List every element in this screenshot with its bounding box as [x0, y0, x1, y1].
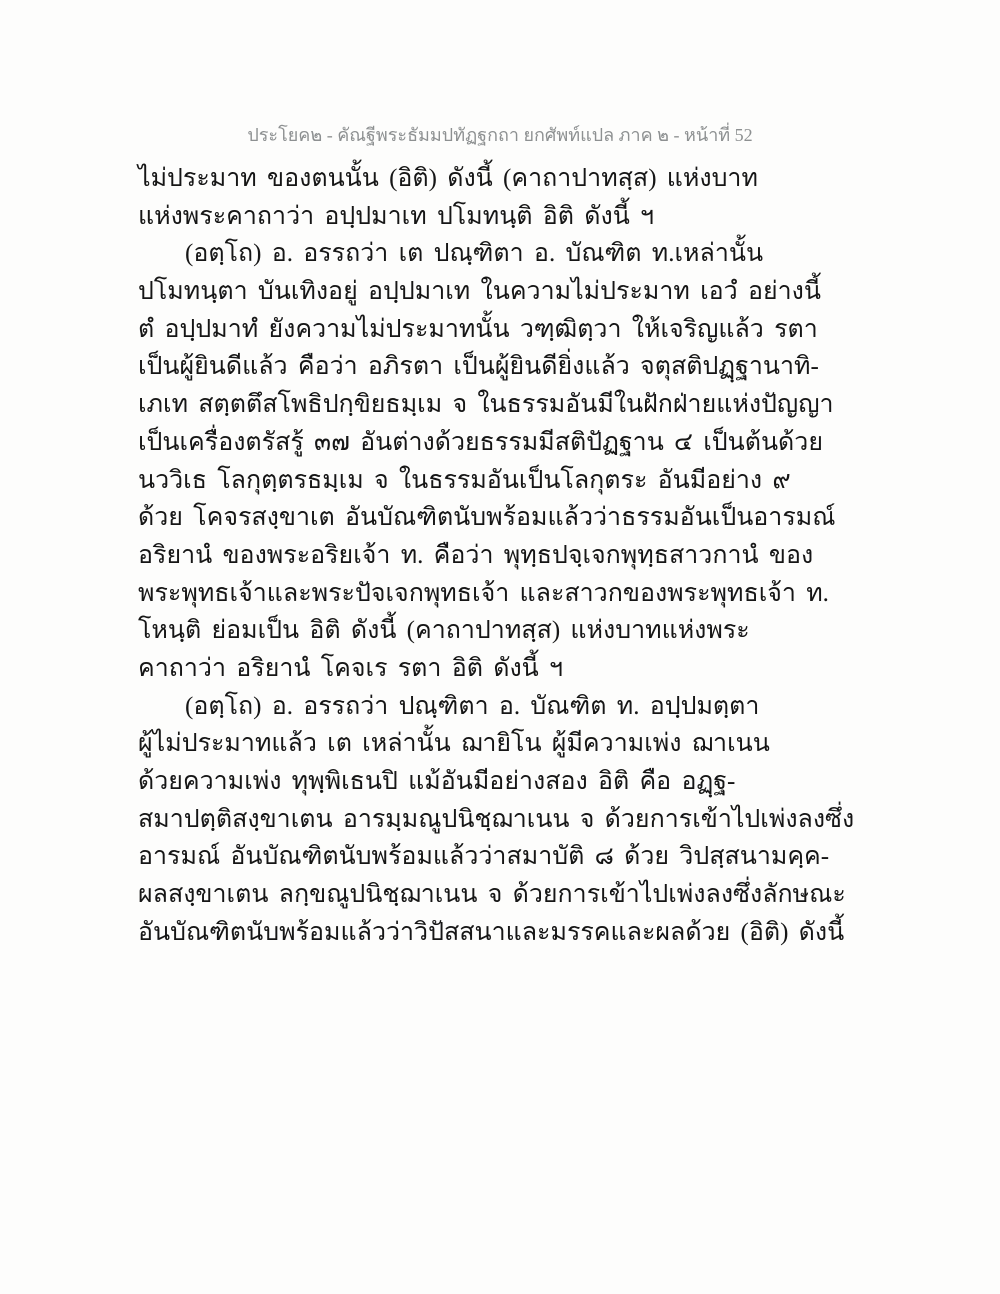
text-line: เป็นผู้ยินดีแล้ว คือว่า อภิรตา เป็นผู้ยินดียิ่งแล้ว จตุสติปฏฺฐานาทิ-	[138, 353, 819, 381]
text-line: แห่งพระคาถาว่า อปฺปมาเท ปโมทนฺติ อิติ ดังนี้ ฯ	[138, 202, 655, 230]
text-line: นววิเธ โลกุตฺตรธมฺเม จ ในธรรมอันเป็นโลกุตระ อันมีอย่าง ๙	[138, 466, 791, 494]
text-line: อารมณ์ อันบัณฑิตนับพร้อมแล้วว่าสมาบัติ ๘ ด้วย วิปสฺสนามคฺค-	[138, 843, 830, 871]
text-line: อริยานํ ของพระอริยเจ้า ท. คือว่า พุทฺธปจฺเจกพุทฺธสาวกานํ ของ	[138, 541, 814, 569]
text-line: ไม่ประมาท ของตนนั้น (อิติ) ดังนี้ (คาถาปาทสฺส) แห่งบาท	[138, 165, 758, 192]
text-line: ด้วย โคจรสงฺขาเต อันบัณฑิตนับพร้อมแล้วว่าธรรมอันเป็นอารมณ์	[138, 504, 836, 532]
text-line: (อตฺโถ) อ. อรรถว่า เต ปณฺฑิตา อ. บัณฑิต ท.เหล่านั้น	[185, 240, 764, 268]
body-text	[138, 160, 878, 951]
text-line: ผู้ไม่ประมาทแล้ว เต เหล่านั้น ฌายิโน ผู้มีความเพ่ง ฌาเนน	[138, 730, 770, 758]
text-line: (อตฺโถ) อ. อรรถว่า ปณฺฑิตา อ. บัณฑิต ท. อปฺปมตฺตา	[185, 692, 760, 720]
text-line: คาถาว่า อริยานํ โคจเร รตา อิติ ดังนี้ ฯ	[138, 654, 564, 682]
text-line: อันบัณฑิตนับพร้อมแล้วว่าวิปัสสนาและมรรคและผลด้วย (อิติ) ดังนี้	[138, 918, 845, 946]
text-line: พระพุทธเจ้าและพระปัจเจกพุทธเจ้า และสาวกของพระพุทธเจ้า ท.	[138, 579, 829, 607]
text-line: สมาปตฺติสงฺขาเตน อารมฺมณูปนิชฺฌาเนน จ ด้วยการเข้าไปเพ่งลงซึ่ง	[138, 805, 855, 833]
text-line: เภเท สตฺตตึสโพธิปกฺขิยธมฺเม จ ในธรรมอันมีในฝักฝ่ายแห่งปัญญา	[138, 391, 834, 419]
text-line: โหนฺติ ย่อมเป็น อิติ ดังนี้ (คาถาปาทสฺส) แห่งบาทแห่งพระ	[138, 617, 750, 645]
text-line: ปโมทนฺตา บันเทิงอยู่ อปฺปมาเท ในความไม่ประมาท เอวํ อย่างนี้	[138, 278, 821, 306]
text-line: เป็นเครื่องตรัสรู้ ๓๗ อันต่างด้วยธรรมมีสติปัฏฐาน ๔ เป็นต้นด้วย	[138, 428, 823, 456]
text-line: ด้วยความเพ่ง ทุพฺพิเธนปิ แม้อันมีอย่างสอง อิติ คือ อฏฺฐ-	[138, 768, 736, 795]
text-line: ผลสงฺขาเตน ลกฺขณูปนิชฺฌาเนน จ ด้วยการเข้าไปเพ่งลงซึ่งลักษณะ	[138, 881, 846, 909]
page-header: ประโยค๒ - คัณฐีพระธัมมปทัฏฐกถา ยกศัพท์แปล ภาค ๒ - หน้าที่ 52	[247, 125, 753, 145]
text-line: ตํ อปฺปมาทํ ยังความไม่ประมาทนั้น วฑฺฒิตฺวา ให้เจริญแล้ว รตา	[138, 315, 818, 343]
